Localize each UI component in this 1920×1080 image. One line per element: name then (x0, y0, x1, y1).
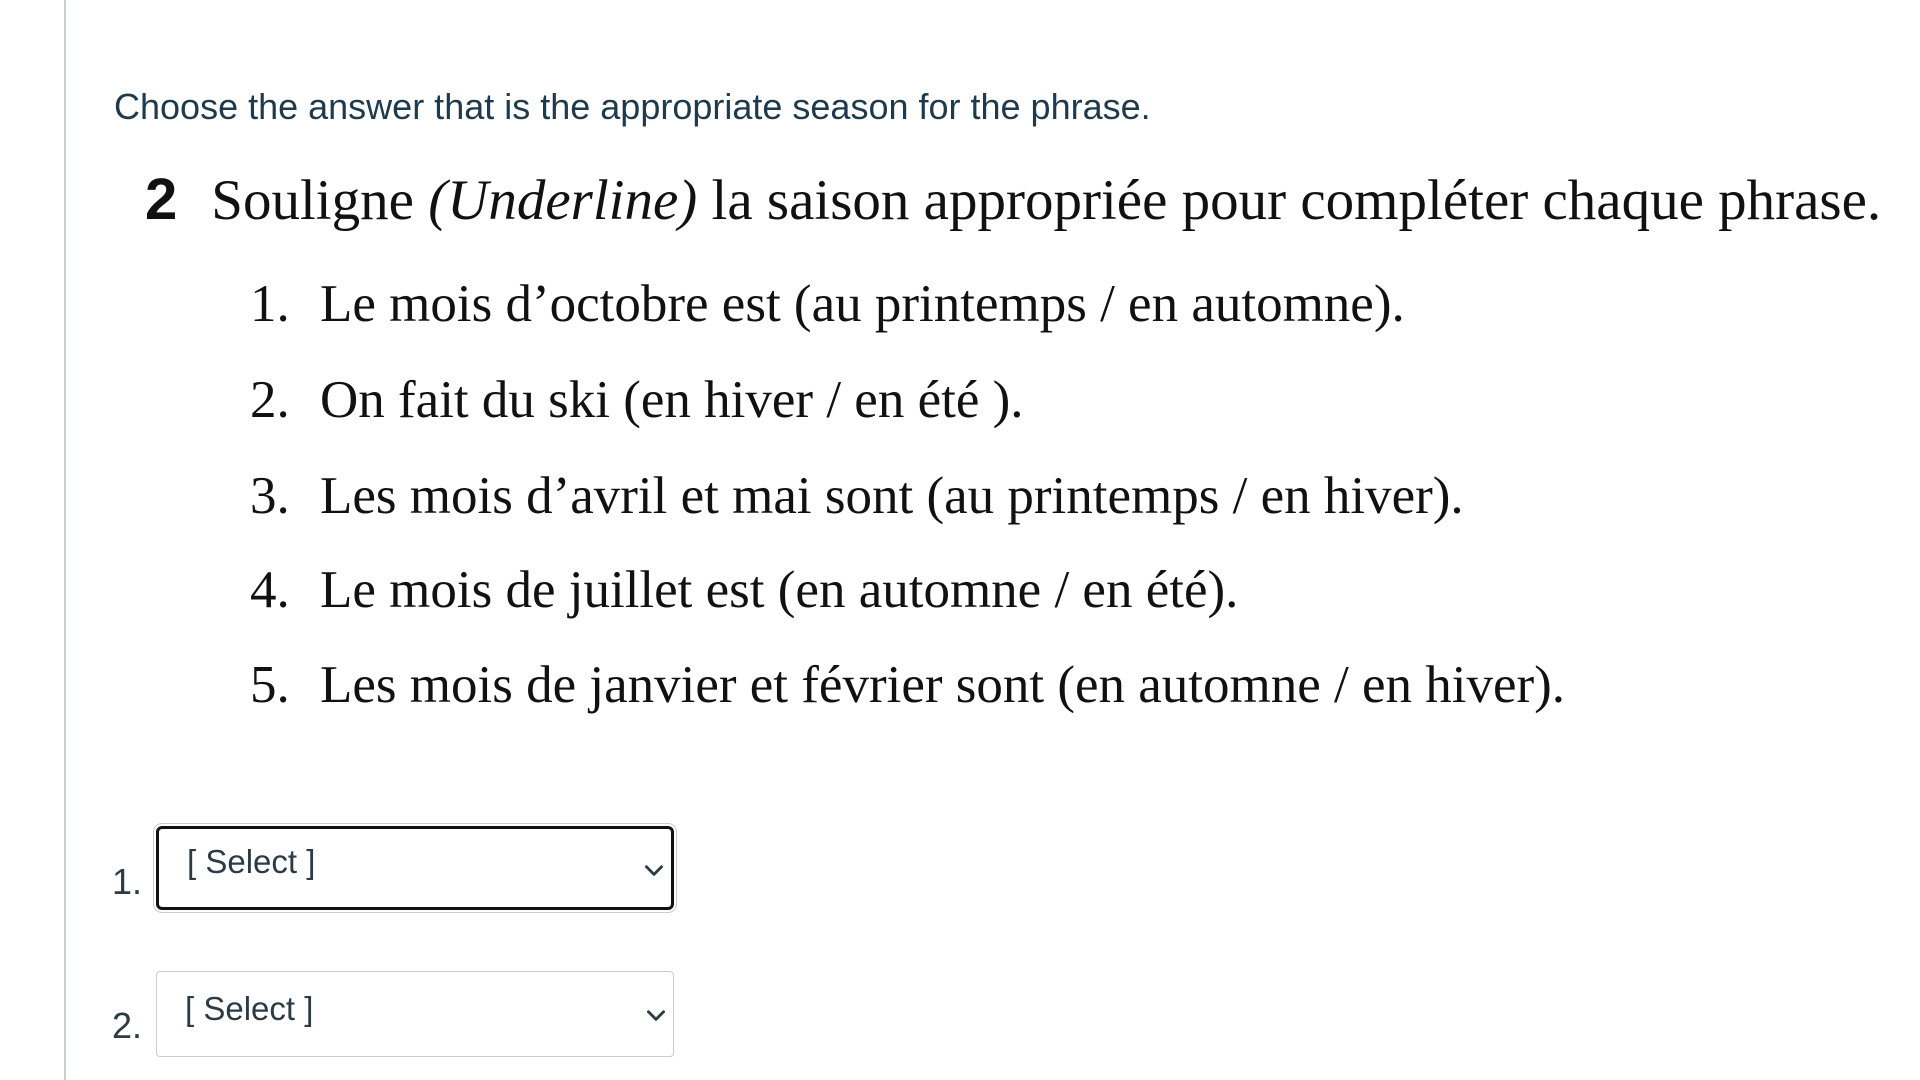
worksheet-item-number: 1. (250, 275, 290, 333)
select-value: [ Select ] (185, 990, 314, 1027)
content-left-border (64, 0, 66, 1080)
chevron-down-icon (641, 857, 667, 883)
worksheet-item-text: Le mois d’octobre est (au printemps / en automne). (320, 275, 1405, 333)
worksheet-item-text: Le mois de juillet est (en automne / en été). (320, 561, 1239, 619)
answer-number: 2. (112, 1005, 143, 1046)
worksheet-heading (145, 165, 1881, 236)
answer-2-select[interactable] (156, 971, 674, 1057)
worksheet-item (250, 653, 1565, 717)
worksheet-item-text: Les mois d’avril et mai sont (au printemps / en hiver). (320, 467, 1464, 525)
worksheet-item-text: On fait du ski (en hiver / en été ). (320, 371, 1024, 429)
select-value: [ Select ] (187, 843, 316, 880)
worksheet-item (250, 464, 1464, 528)
worksheet-item-number: 2. (250, 371, 290, 429)
worksheet-image (145, 165, 1920, 745)
worksheet-item (250, 368, 1024, 432)
question-prompt: Choose the answer that is the appropriate season for the phrase. (114, 86, 1151, 127)
worksheet-heading-text-end: la saison appropriée pour compléter chaque phrase. (697, 169, 1882, 232)
worksheet-item (250, 272, 1405, 336)
worksheet-heading-italic: (Underline) (428, 169, 698, 232)
worksheet-item-number: 3. (250, 467, 290, 525)
chevron-down-icon (643, 1002, 669, 1028)
worksheet-item (250, 558, 1238, 622)
worksheet-item-text: Les mois de janvier et février sont (en automne / en hiver). (320, 656, 1566, 714)
worksheet-exercise-number: 2 (145, 167, 178, 232)
answer-1-select[interactable] (156, 826, 674, 910)
answer-number: 1. (112, 861, 143, 902)
worksheet-item-number: 5. (250, 656, 290, 714)
worksheet-item-number: 4. (250, 561, 290, 619)
worksheet-heading-text-start: Souligne (211, 169, 429, 232)
